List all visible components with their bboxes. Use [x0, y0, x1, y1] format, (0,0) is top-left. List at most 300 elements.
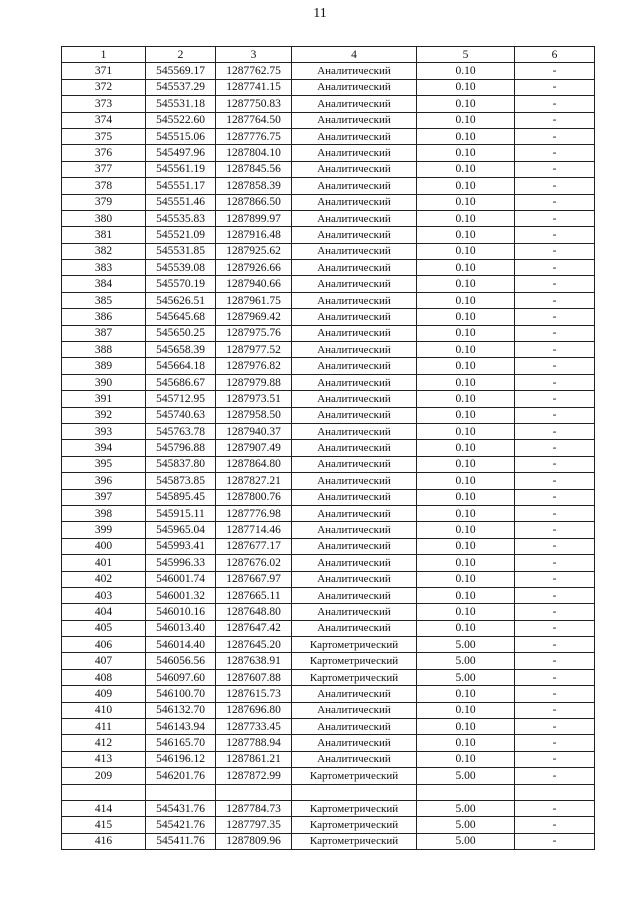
point-number-cell: 392: [62, 407, 146, 423]
y-coordinate-cell: 1287866.50: [216, 194, 292, 210]
point-number-cell: 404: [62, 604, 146, 620]
x-coordinate-cell: 545837.80: [146, 456, 216, 472]
method-cell: Аналитический: [292, 374, 417, 390]
x-coordinate-cell: 545915.11: [146, 505, 216, 521]
table-row: [62, 260, 595, 276]
y-coordinate-cell: 1287667.97: [216, 571, 292, 587]
accuracy-cell: 5.00: [417, 768, 515, 784]
x-coordinate-cell: 545569.17: [146, 63, 216, 79]
coordinates-table: [61, 46, 595, 850]
x-coordinate-cell: 546010.16: [146, 604, 216, 620]
point-number-cell: 383: [62, 260, 146, 276]
y-coordinate-cell: 1287969.42: [216, 309, 292, 325]
y-coordinate-cell: [216, 784, 292, 800]
x-coordinate-cell: 546201.76: [146, 768, 216, 784]
y-coordinate-cell: 1287940.37: [216, 423, 292, 439]
table-row: [62, 800, 595, 816]
y-coordinate-cell: 1287926.66: [216, 260, 292, 276]
point-number-cell: 413: [62, 751, 146, 767]
point-number-cell: 379: [62, 194, 146, 210]
note-cell: -: [515, 669, 595, 685]
accuracy-cell: 0.10: [417, 407, 515, 423]
method-cell: Аналитический: [292, 79, 417, 95]
method-cell: [292, 784, 417, 800]
y-coordinate-cell: 1287940.66: [216, 276, 292, 292]
accuracy-cell: 0.10: [417, 555, 515, 571]
method-cell: Аналитический: [292, 571, 417, 587]
point-number-cell: 410: [62, 702, 146, 718]
table-row: [62, 604, 595, 620]
x-coordinate-cell: 545539.08: [146, 260, 216, 276]
y-coordinate-cell: 1287975.76: [216, 325, 292, 341]
x-coordinate-cell: 546097.60: [146, 669, 216, 685]
table-row: [62, 407, 595, 423]
x-coordinate-cell: 546143.94: [146, 719, 216, 735]
accuracy-cell: 0.10: [417, 161, 515, 177]
accuracy-cell: 5.00: [417, 669, 515, 685]
x-coordinate-cell: 545431.76: [146, 800, 216, 816]
table-body: [62, 63, 595, 850]
x-coordinate-cell: 545531.18: [146, 96, 216, 112]
x-coordinate-cell: 546132.70: [146, 702, 216, 718]
table-row: [62, 522, 595, 538]
accuracy-cell: 0.10: [417, 702, 515, 718]
header-row: [62, 47, 595, 63]
method-cell: Аналитический: [292, 292, 417, 308]
method-cell: Аналитический: [292, 735, 417, 751]
table-row: [62, 817, 595, 833]
accuracy-cell: 0.10: [417, 227, 515, 243]
accuracy-cell: 0.10: [417, 292, 515, 308]
method-cell: Аналитический: [292, 604, 417, 620]
accuracy-cell: 5.00: [417, 833, 515, 849]
note-cell: -: [515, 555, 595, 571]
x-coordinate-cell: 545686.67: [146, 374, 216, 390]
table-row: [62, 784, 595, 800]
note-cell: -: [515, 112, 595, 128]
table-row: [62, 79, 595, 95]
note-cell: -: [515, 407, 595, 423]
accuracy-cell: 0.10: [417, 243, 515, 259]
accuracy-cell: 0.10: [417, 735, 515, 751]
table-row: [62, 555, 595, 571]
table-row: [62, 833, 595, 849]
y-coordinate-cell: 1287907.49: [216, 440, 292, 456]
point-number-cell: 391: [62, 391, 146, 407]
table-row: [62, 440, 595, 456]
point-number-cell: 381: [62, 227, 146, 243]
point-number-cell: 371: [62, 63, 146, 79]
y-coordinate-cell: 1287872.99: [216, 768, 292, 784]
point-number-cell: 414: [62, 800, 146, 816]
table-row: [62, 538, 595, 554]
note-cell: -: [515, 768, 595, 784]
x-coordinate-cell: 545421.76: [146, 817, 216, 833]
accuracy-cell: 0.10: [417, 342, 515, 358]
table-row: [62, 342, 595, 358]
method-cell: Аналитический: [292, 260, 417, 276]
accuracy-cell: 5.00: [417, 637, 515, 653]
x-coordinate-cell: 545522.60: [146, 112, 216, 128]
y-coordinate-cell: 1287741.15: [216, 79, 292, 95]
accuracy-cell: 0.10: [417, 719, 515, 735]
y-coordinate-cell: 1287676.02: [216, 555, 292, 571]
table-row: [62, 112, 595, 128]
column-header: 1: [62, 47, 146, 63]
method-cell: Аналитический: [292, 243, 417, 259]
accuracy-cell: 0.10: [417, 276, 515, 292]
point-number-cell: 411: [62, 719, 146, 735]
x-coordinate-cell: 545740.63: [146, 407, 216, 423]
table-row: [62, 571, 595, 587]
point-number-cell: 407: [62, 653, 146, 669]
table-row: [62, 489, 595, 505]
point-number-cell: 398: [62, 505, 146, 521]
y-coordinate-cell: 1287647.42: [216, 620, 292, 636]
method-cell: Картометрический: [292, 817, 417, 833]
point-number-cell: 416: [62, 833, 146, 849]
x-coordinate-cell: 546056.56: [146, 653, 216, 669]
method-cell: Аналитический: [292, 325, 417, 341]
y-coordinate-cell: 1287665.11: [216, 587, 292, 603]
point-number-cell: 386: [62, 309, 146, 325]
x-coordinate-cell: 545551.46: [146, 194, 216, 210]
y-coordinate-cell: 1287776.75: [216, 128, 292, 144]
x-coordinate-cell: 545965.04: [146, 522, 216, 538]
table-row: [62, 145, 595, 161]
y-coordinate-cell: 1287696.80: [216, 702, 292, 718]
note-cell: -: [515, 243, 595, 259]
note-cell: -: [515, 620, 595, 636]
y-coordinate-cell: 1287961.75: [216, 292, 292, 308]
accuracy-cell: 0.10: [417, 604, 515, 620]
table-row: [62, 637, 595, 653]
table-header: [62, 47, 595, 63]
table-row: [62, 227, 595, 243]
point-number-cell: 209: [62, 768, 146, 784]
x-coordinate-cell: 546100.70: [146, 686, 216, 702]
point-number-cell: 378: [62, 178, 146, 194]
note-cell: -: [515, 735, 595, 751]
note-cell: -: [515, 145, 595, 161]
accuracy-cell: 0.10: [417, 325, 515, 341]
column-header: 2: [146, 47, 216, 63]
y-coordinate-cell: 1287804.10: [216, 145, 292, 161]
y-coordinate-cell: 1287977.52: [216, 342, 292, 358]
accuracy-cell: 0.10: [417, 489, 515, 505]
x-coordinate-cell: 545658.39: [146, 342, 216, 358]
y-coordinate-cell: 1287750.83: [216, 96, 292, 112]
accuracy-cell: 0.10: [417, 96, 515, 112]
y-coordinate-cell: 1287677.17: [216, 538, 292, 554]
table-row: [62, 719, 595, 735]
table-row: [62, 194, 595, 210]
method-cell: Аналитический: [292, 555, 417, 571]
accuracy-cell: 0.10: [417, 112, 515, 128]
accuracy-cell: 0.10: [417, 194, 515, 210]
note-cell: -: [515, 571, 595, 587]
y-coordinate-cell: 1287645.20: [216, 637, 292, 653]
method-cell: Аналитический: [292, 342, 417, 358]
x-coordinate-cell: 545650.25: [146, 325, 216, 341]
point-number-cell: 388: [62, 342, 146, 358]
table-row: [62, 292, 595, 308]
accuracy-cell: 0.10: [417, 538, 515, 554]
x-coordinate-cell: 545497.96: [146, 145, 216, 161]
accuracy-cell: 0.10: [417, 391, 515, 407]
table-row: [62, 358, 595, 374]
table-row: [62, 309, 595, 325]
x-coordinate-cell: 545712.95: [146, 391, 216, 407]
point-number-cell: 409: [62, 686, 146, 702]
table-row: [62, 178, 595, 194]
accuracy-cell: 0.10: [417, 686, 515, 702]
accuracy-cell: 0.10: [417, 309, 515, 325]
method-cell: Аналитический: [292, 178, 417, 194]
y-coordinate-cell: 1287800.76: [216, 489, 292, 505]
note-cell: -: [515, 505, 595, 521]
accuracy-cell: 5.00: [417, 653, 515, 669]
method-cell: Аналитический: [292, 145, 417, 161]
accuracy-cell: 5.00: [417, 800, 515, 816]
table-row: [62, 96, 595, 112]
note-cell: -: [515, 653, 595, 669]
accuracy-cell: 0.10: [417, 571, 515, 587]
x-coordinate-cell: 545570.19: [146, 276, 216, 292]
method-cell: Аналитический: [292, 276, 417, 292]
y-coordinate-cell: 1287615.73: [216, 686, 292, 702]
point-number-cell: 402: [62, 571, 146, 587]
x-coordinate-cell: 545645.68: [146, 309, 216, 325]
note-cell: -: [515, 686, 595, 702]
table-row: [62, 735, 595, 751]
y-coordinate-cell: 1287845.56: [216, 161, 292, 177]
point-number-cell: 377: [62, 161, 146, 177]
point-number-cell: 399: [62, 522, 146, 538]
y-coordinate-cell: 1287916.48: [216, 227, 292, 243]
x-coordinate-cell: 545561.19: [146, 161, 216, 177]
method-cell: Аналитический: [292, 751, 417, 767]
point-number-cell: 382: [62, 243, 146, 259]
x-coordinate-cell: 545535.83: [146, 210, 216, 226]
table-row: [62, 669, 595, 685]
x-coordinate-cell: 545873.85: [146, 473, 216, 489]
y-coordinate-cell: 1287648.80: [216, 604, 292, 620]
note-cell: -: [515, 309, 595, 325]
point-number-cell: 375: [62, 128, 146, 144]
table-row: [62, 391, 595, 407]
method-cell: Аналитический: [292, 719, 417, 735]
table-row: [62, 325, 595, 341]
note-cell: -: [515, 522, 595, 538]
point-number-cell: 389: [62, 358, 146, 374]
note-cell: -: [515, 342, 595, 358]
table-row: [62, 587, 595, 603]
method-cell: Аналитический: [292, 128, 417, 144]
accuracy-cell: 0.10: [417, 456, 515, 472]
accuracy-cell: 0.10: [417, 587, 515, 603]
x-coordinate-cell: 546014.40: [146, 637, 216, 653]
accuracy-cell: 0.10: [417, 358, 515, 374]
x-coordinate-cell: 545551.17: [146, 178, 216, 194]
point-number-cell: 384: [62, 276, 146, 292]
y-coordinate-cell: 1287607.88: [216, 669, 292, 685]
column-header: 6: [515, 47, 595, 63]
y-coordinate-cell: 1287899.97: [216, 210, 292, 226]
method-cell: Аналитический: [292, 161, 417, 177]
y-coordinate-cell: 1287864.80: [216, 456, 292, 472]
x-coordinate-cell: 546165.70: [146, 735, 216, 751]
x-coordinate-cell: 545531.85: [146, 243, 216, 259]
method-cell: Аналитический: [292, 587, 417, 603]
method-cell: Аналитический: [292, 440, 417, 456]
note-cell: -: [515, 391, 595, 407]
accuracy-cell: 0.10: [417, 374, 515, 390]
y-coordinate-cell: 1287764.50: [216, 112, 292, 128]
table-row: [62, 243, 595, 259]
note-cell: -: [515, 358, 595, 374]
table-row: [62, 456, 595, 472]
y-coordinate-cell: 1287638.91: [216, 653, 292, 669]
point-number-cell: 412: [62, 735, 146, 751]
point-number-cell: 387: [62, 325, 146, 341]
point-number-cell: 380: [62, 210, 146, 226]
x-coordinate-cell: 546013.40: [146, 620, 216, 636]
point-number-cell: 376: [62, 145, 146, 161]
x-coordinate-cell: [146, 784, 216, 800]
accuracy-cell: 5.00: [417, 817, 515, 833]
note-cell: -: [515, 63, 595, 79]
point-number-cell: 397: [62, 489, 146, 505]
method-cell: Аналитический: [292, 227, 417, 243]
x-coordinate-cell: 545521.09: [146, 227, 216, 243]
note-cell: -: [515, 637, 595, 653]
method-cell: Аналитический: [292, 686, 417, 702]
note-cell: -: [515, 587, 595, 603]
note-cell: -: [515, 178, 595, 194]
column-header: 3: [216, 47, 292, 63]
x-coordinate-cell: 545993.41: [146, 538, 216, 554]
y-coordinate-cell: 1287762.75: [216, 63, 292, 79]
note-cell: -: [515, 440, 595, 456]
accuracy-cell: 0.10: [417, 440, 515, 456]
method-cell: Аналитический: [292, 210, 417, 226]
table-row: [62, 686, 595, 702]
method-cell: Аналитический: [292, 522, 417, 538]
note-cell: -: [515, 128, 595, 144]
y-coordinate-cell: 1287797.35: [216, 817, 292, 833]
note-cell: -: [515, 817, 595, 833]
method-cell: Аналитический: [292, 63, 417, 79]
table-row: [62, 751, 595, 767]
note-cell: -: [515, 489, 595, 505]
method-cell: Аналитический: [292, 489, 417, 505]
method-cell: Аналитический: [292, 473, 417, 489]
note-cell: -: [515, 276, 595, 292]
accuracy-cell: [417, 784, 515, 800]
y-coordinate-cell: 1287976.82: [216, 358, 292, 374]
table-row: [62, 210, 595, 226]
table-row: [62, 276, 595, 292]
point-number-cell: 394: [62, 440, 146, 456]
x-coordinate-cell: 545411.76: [146, 833, 216, 849]
table-row: [62, 161, 595, 177]
note-cell: [515, 784, 595, 800]
method-cell: Аналитический: [292, 423, 417, 439]
note-cell: -: [515, 604, 595, 620]
accuracy-cell: 0.10: [417, 473, 515, 489]
point-number-cell: 396: [62, 473, 146, 489]
accuracy-cell: 0.10: [417, 751, 515, 767]
method-cell: Аналитический: [292, 309, 417, 325]
note-cell: -: [515, 702, 595, 718]
column-header: 5: [417, 47, 515, 63]
table-row: [62, 63, 595, 79]
x-coordinate-cell: 546001.74: [146, 571, 216, 587]
accuracy-cell: 0.10: [417, 63, 515, 79]
point-number-cell: 405: [62, 620, 146, 636]
y-coordinate-cell: 1287861.21: [216, 751, 292, 767]
y-coordinate-cell: 1287784.73: [216, 800, 292, 816]
x-coordinate-cell: 545626.51: [146, 292, 216, 308]
method-cell: Аналитический: [292, 407, 417, 423]
method-cell: Картометрический: [292, 768, 417, 784]
note-cell: -: [515, 96, 595, 112]
y-coordinate-cell: 1287958.50: [216, 407, 292, 423]
point-number-cell: 401: [62, 555, 146, 571]
method-cell: Картометрический: [292, 669, 417, 685]
note-cell: -: [515, 473, 595, 489]
note-cell: -: [515, 325, 595, 341]
x-coordinate-cell: 546196.12: [146, 751, 216, 767]
note-cell: -: [515, 194, 595, 210]
x-coordinate-cell: 546001.32: [146, 587, 216, 603]
point-number-cell: 403: [62, 587, 146, 603]
y-coordinate-cell: 1287776.98: [216, 505, 292, 521]
note-cell: -: [515, 456, 595, 472]
x-coordinate-cell: 545996.33: [146, 555, 216, 571]
x-coordinate-cell: 545796.88: [146, 440, 216, 456]
method-cell: Аналитический: [292, 620, 417, 636]
note-cell: -: [515, 751, 595, 767]
point-number-cell: 400: [62, 538, 146, 554]
x-coordinate-cell: 545537.29: [146, 79, 216, 95]
accuracy-cell: 0.10: [417, 210, 515, 226]
table-row: [62, 423, 595, 439]
note-cell: -: [515, 210, 595, 226]
note-cell: -: [515, 79, 595, 95]
note-cell: -: [515, 161, 595, 177]
table-row: [62, 505, 595, 521]
y-coordinate-cell: 1287809.96: [216, 833, 292, 849]
note-cell: -: [515, 538, 595, 554]
accuracy-cell: 0.10: [417, 620, 515, 636]
point-number-cell: 393: [62, 423, 146, 439]
column-header: 4: [292, 47, 417, 63]
method-cell: Аналитический: [292, 194, 417, 210]
y-coordinate-cell: 1287973.51: [216, 391, 292, 407]
method-cell: Картометрический: [292, 637, 417, 653]
y-coordinate-cell: 1287925.62: [216, 243, 292, 259]
point-number-cell: 395: [62, 456, 146, 472]
y-coordinate-cell: 1287979.88: [216, 374, 292, 390]
y-coordinate-cell: 1287714.46: [216, 522, 292, 538]
table-row: [62, 653, 595, 669]
method-cell: Картометрический: [292, 800, 417, 816]
method-cell: Картометрический: [292, 653, 417, 669]
point-number-cell: 408: [62, 669, 146, 685]
accuracy-cell: 0.10: [417, 128, 515, 144]
